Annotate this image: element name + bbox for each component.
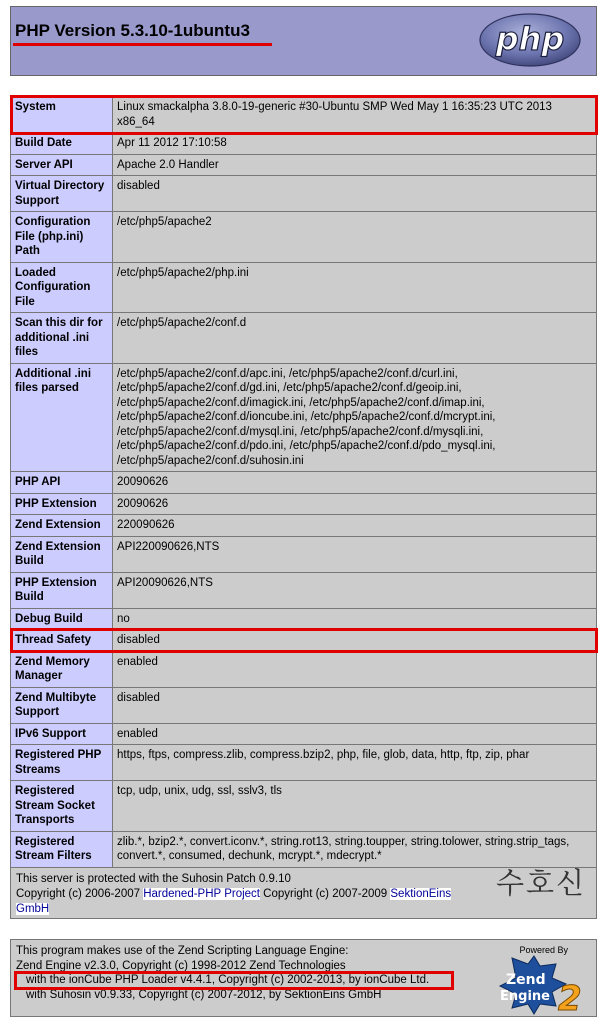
zend-line-2: Zend Engine v2.3.0, Copyright (c) 1998-2012 Zend Technologies xyxy=(16,959,346,972)
zend-notice xyxy=(10,939,597,1017)
info-row xyxy=(11,723,597,745)
info-row-value: enabled xyxy=(113,723,597,745)
info-row-value: /etc/php5/apache2/php.ini xyxy=(113,262,597,313)
zend-engine-logo[interactable] xyxy=(482,954,592,1016)
info-row-key: Server API xyxy=(11,154,113,176)
info-row-value: /etc/php5/apache2/conf.d xyxy=(113,313,597,364)
info-row-value: /etc/php5/apache2/conf.d/apc.ini, /etc/php5/apache2/conf.d/curl.ini, /etc/php5/apache2/conf.d/gd.ini, /etc/php5/apache2/conf.d/geoip.ini, /etc/php5/apache2/conf.d/imagick.ini, /etc/php5/apache2/conf.d/imap.ini, /etc/php5/apache2/conf.d/ioncube.ini, /etc/php5/apache2/conf.d/mcrypt.ini, /etc/php5/apache2/conf.d/mysql.ini, /etc/php5/apache2/conf.d/mysqli.ini, /etc/php5/apache2/conf.d/pdo.ini, /etc/php5/apache2/conf.d/pdo_mysql.ini, /etc/php5/apache2/conf.d/suhosin.ini xyxy=(113,363,597,472)
engine-logo-text: Engine xyxy=(500,989,550,1004)
info-row-value: Apache 2.0 Handler xyxy=(113,154,597,176)
info-row-key: Registered Stream Socket Transports xyxy=(11,781,113,832)
info-row xyxy=(11,212,597,263)
info-row-value: API220090626,NTS xyxy=(113,536,597,572)
info-row-key: Additional .ini files parsed xyxy=(11,363,113,472)
info-row xyxy=(11,608,597,630)
info-row xyxy=(11,651,597,687)
info-row xyxy=(11,97,597,133)
info-row-value: enabled xyxy=(113,651,597,687)
info-row-key: PHP API xyxy=(11,472,113,494)
info-row xyxy=(11,536,597,572)
info-row xyxy=(11,687,597,723)
info-row-value: Apr 11 2012 17:10:58 xyxy=(113,133,597,155)
suhosin-line: This server is protected with the Suhosin Patch 0.9.10 xyxy=(16,873,291,885)
page-title: PHP Version 5.3.10-1ubuntu3 xyxy=(15,21,250,40)
php-logo-text: php xyxy=(495,20,565,58)
info-row xyxy=(11,262,597,313)
info-row-key: Build Date xyxy=(11,133,113,155)
info-row-value: disabled xyxy=(113,687,597,723)
info-row-value: https, ftps, compress.zlib, compress.bzip2, php, file, glob, data, http, ftp, zip, phar xyxy=(113,745,597,781)
info-row xyxy=(11,176,597,212)
info-row-key: System xyxy=(11,97,113,133)
suhosin-logo[interactable]: 수호신 xyxy=(495,866,586,900)
zend-line-3: with the ionCube PHP Loader v4.4.1, Copyright (c) 2002-2013, by ionCube Ltd. xyxy=(26,974,430,986)
info-row xyxy=(11,472,597,494)
zend-line-1: This program makes use of the Zend Scripting Language Engine: xyxy=(16,945,349,957)
info-row xyxy=(11,154,597,176)
info-row-value: zlib.*, bzip2.*, convert.iconv.*, string.rot13, string.toupper, string.tolower, string.strip_tags, convert.*, consumed, dechunk, mcrypt.*, mdecrypt.* xyxy=(113,831,597,867)
suhosin-notice xyxy=(10,867,597,919)
hardened-php-link[interactable]: Hardened-PHP Project xyxy=(143,888,260,900)
info-row xyxy=(11,630,597,652)
info-row-value: Linux smackalpha 3.8.0-19-generic #30-Ubuntu SMP Wed May 1 16:35:23 UTC 2013 x86_64 xyxy=(113,97,597,133)
info-row xyxy=(11,133,597,155)
info-row-key: Virtual Directory Support xyxy=(11,176,113,212)
info-row-value: /etc/php5/apache2 xyxy=(113,212,597,263)
powered-by-label: Powered By xyxy=(519,945,568,955)
info-row-key: Configuration File (php.ini) Path xyxy=(11,212,113,263)
info-row-key: Debug Build xyxy=(11,608,113,630)
info-row-key: Zend Multibyte Support xyxy=(11,687,113,723)
info-row-value: disabled xyxy=(113,630,597,652)
info-row xyxy=(11,493,597,515)
engine-version-number: 2 xyxy=(558,979,582,1016)
info-row xyxy=(11,313,597,364)
info-row-value: disabled xyxy=(113,176,597,212)
info-row-value: 20090626 xyxy=(113,472,597,494)
info-row-key: PHP Extension Build xyxy=(11,572,113,608)
info-row-key: Zend Extension Build xyxy=(11,536,113,572)
info-row-key: Loaded Configuration File xyxy=(11,262,113,313)
php-info-table xyxy=(10,96,597,868)
info-row-value: 20090626 xyxy=(113,493,597,515)
info-row-key: PHP Extension xyxy=(11,493,113,515)
suhosin-copyright: Copyright (c) 2006-2007 Hardened-PHP Project Copyright (c) 2007-2009 SektionEins GmbH xyxy=(16,888,452,915)
info-row-key: Registered Stream Filters xyxy=(11,831,113,867)
info-row-key: Thread Safety xyxy=(11,630,113,652)
info-row xyxy=(11,572,597,608)
title-highlight-underline xyxy=(13,43,272,46)
info-row xyxy=(11,781,597,832)
info-row-key: Registered PHP Streams xyxy=(11,745,113,781)
info-row-key: Zend Extension xyxy=(11,515,113,537)
info-row-value: tcp, udp, unix, udg, ssl, sslv3, tls xyxy=(113,781,597,832)
info-row-value: API20090626,NTS xyxy=(113,572,597,608)
sektioneins-link[interactable]: SektionEins GmbH xyxy=(16,888,452,915)
zend-logo-text: Zend xyxy=(506,972,546,988)
info-row xyxy=(11,515,597,537)
zend-line-4: with Suhosin v0.9.33, Copyright (c) 2007-2012, by SektionEins GmbH xyxy=(26,988,382,1001)
info-row-value: 220090626 xyxy=(113,515,597,537)
php-logo[interactable] xyxy=(478,12,582,68)
header-banner xyxy=(10,6,597,76)
info-row-key: IPv6 Support xyxy=(11,723,113,745)
info-row-value: no xyxy=(113,608,597,630)
info-row xyxy=(11,745,597,781)
info-row-key: Zend Memory Manager xyxy=(11,651,113,687)
info-row-key: Scan this dir for additional .ini files xyxy=(11,313,113,364)
info-row xyxy=(11,831,597,867)
info-row xyxy=(11,363,597,472)
